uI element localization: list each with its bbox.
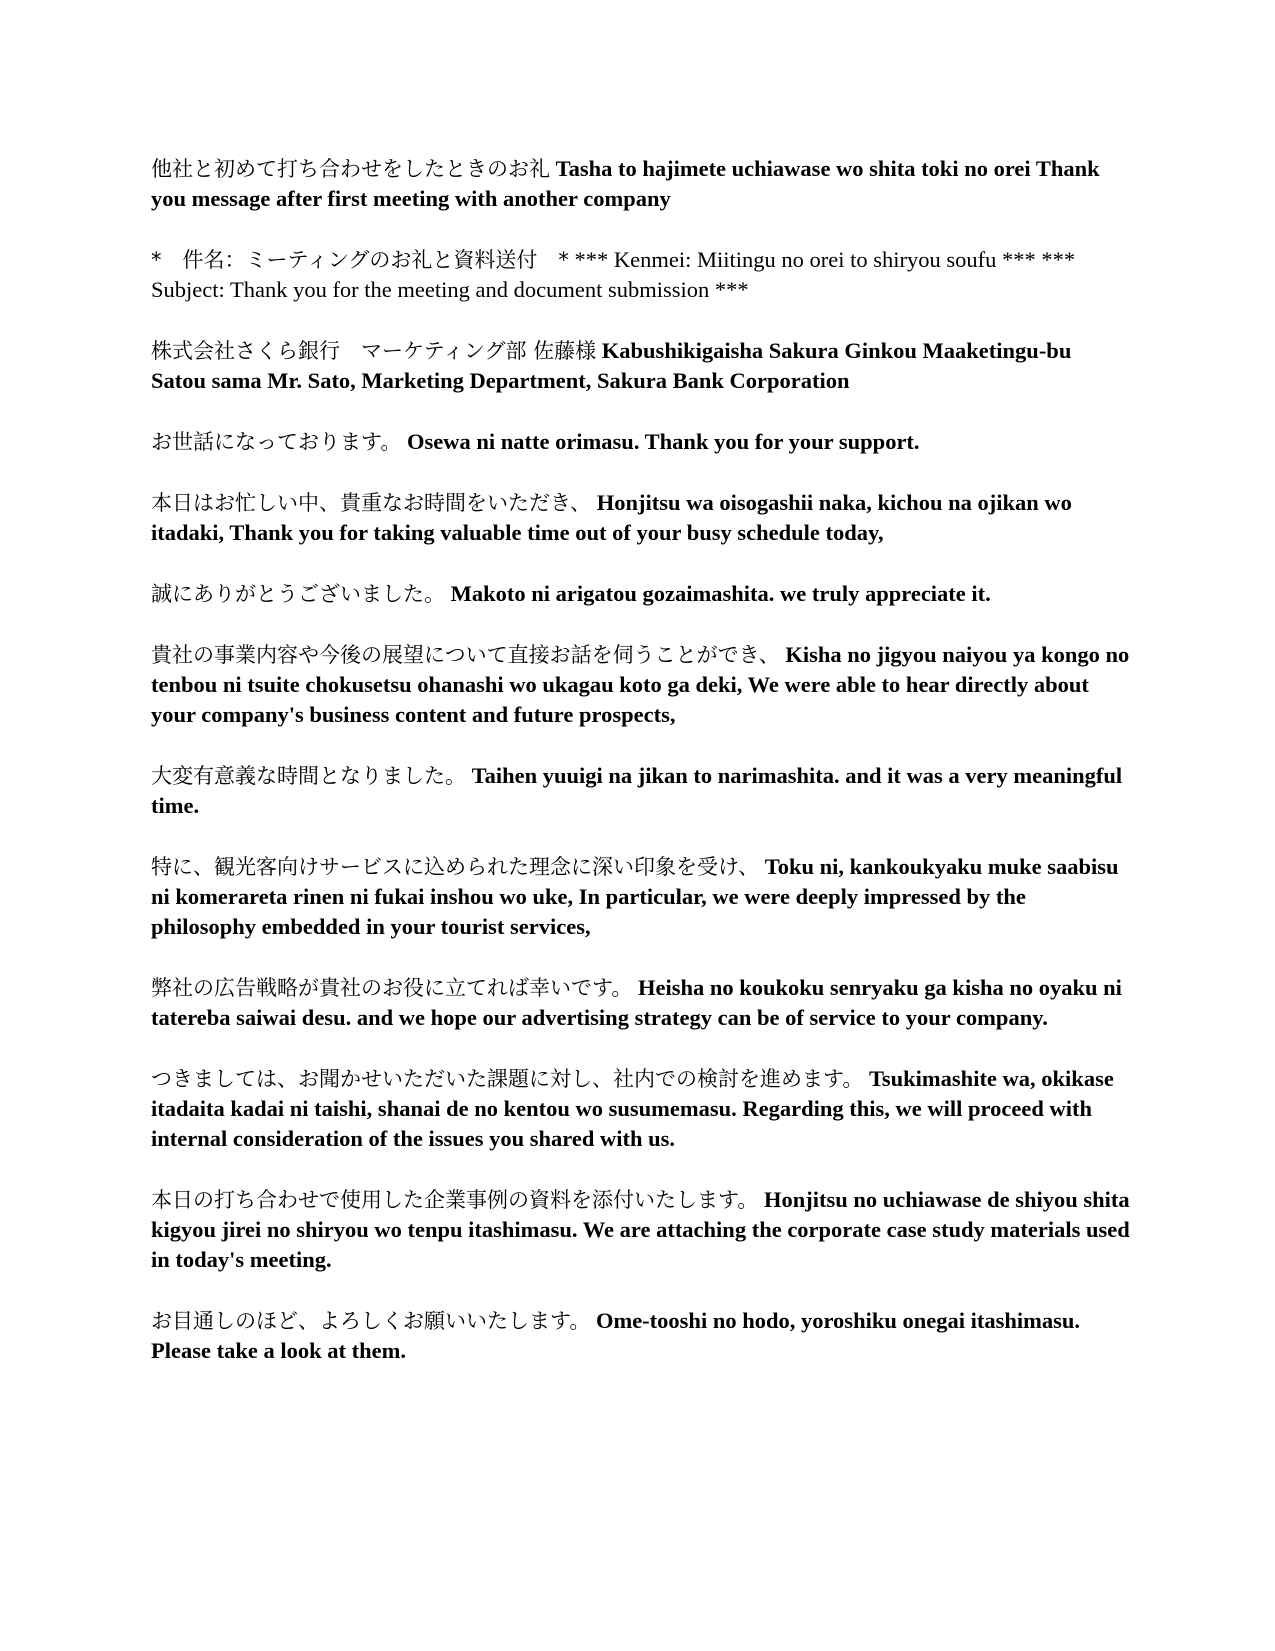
japanese-text: 大変有意義な時間となりました。 — [151, 764, 466, 788]
japanese-text: お目通しのほど、よろしくお願いいたします。 — [151, 1309, 591, 1333]
japanese-text: 本日はお忙しい中、貴重なお時間をいただき、 — [151, 491, 592, 515]
japanese-text: 貴社の事業内容や今後の展望について直接お話を伺うことができ、 — [151, 643, 780, 667]
romaji-translation-text: Osewa ni natte orimasu. Thank you for your support. — [406, 429, 920, 454]
japanese-text: 他社と初めて打ち合わせをしたときのお礼 — [151, 157, 550, 181]
japanese-text: つきましては、お聞かせいただいた課題に対し、社内での検討を進めます。 — [151, 1067, 864, 1091]
romaji-translation-text: Kisha no jigyou naiyou ya kongo no tenbou ni tsuite chokusetsu ohanashi wo ukagau koto ga deki, We were able to hear directly about your company's business content and future prospects, — [151, 642, 1130, 727]
paragraph-closing — [151, 1306, 1131, 1366]
paragraph-recipient — [151, 336, 1131, 396]
paragraph-body — [151, 761, 1131, 821]
romaji-translation-text: Honjitsu wa oisogashii naka, kichou na ojikan wo itadaki, Thank you for taking valuable time out of your busy schedule today, — [151, 490, 1072, 545]
romaji-translation-text: Kabushikigaisha Sakura Ginkou Maaketingu-bu Satou sama Mr. Sato, Marketing Department, Sakura Bank Corporation — [151, 338, 1072, 393]
romaji-translation-text: Toku ni, kankoukyaku muke saabisu ni komerareta rinen ni fukai inshou wo uke, In particular, we were deeply impressed by the philosophy embedded in your tourist services, — [151, 854, 1119, 939]
japanese-text: 株式会社さくら銀行 マーケティング部 佐藤様 — [151, 339, 597, 363]
paragraph-body — [151, 973, 1131, 1033]
paragraph-body — [151, 1064, 1131, 1154]
japanese-text: * 件名：ミーティングのお礼と資料送付 * — [151, 248, 569, 272]
paragraph-body — [151, 640, 1131, 730]
romaji-translation-text: Honjitsu no uchiawase de shiyou shita kigyou jirei no shiryou wo tenpu itashimasu. We are attaching the corporate case study materials used in today's meeting. — [151, 1187, 1130, 1272]
paragraph-body — [151, 852, 1131, 942]
romaji-translation-text: Makoto ni arigatou gozaimashita. we truly appreciate it. — [450, 581, 991, 606]
romaji-translation-text: Taihen yuuigi na jikan to narimashita. and it was a very meaningful time. — [151, 763, 1123, 818]
paragraph-subject — [151, 245, 1131, 305]
romaji-translation-text: Tasha to hajimete uchiawase wo shita toki no orei Thank you message after first meeting with another company — [151, 156, 1100, 211]
japanese-text: 特に、観光客向けサービスに込められた理念に深い印象を受け、 — [151, 855, 760, 879]
japanese-text: お世話になっております。 — [151, 430, 402, 454]
paragraph-title — [151, 154, 1131, 214]
paragraph-body — [151, 488, 1131, 548]
romaji-translation-text: Tsukimashite wa, okikase itadaita kadai ni taishi, shanai de no kentou wo susumemasu. Regarding this, we will proceed with internal consideration of the issues you shared with us. — [151, 1066, 1114, 1151]
paragraph-body — [151, 579, 1131, 609]
romaji-translation-text: *** Kenmei: Miitingu no orei to shiryou soufu *** *** Subject: Thank you for the meeting and document submission *** — [151, 247, 1076, 302]
paragraph-body — [151, 1185, 1131, 1275]
romaji-translation-text: Heisha no koukoku senryaku ga kisha no oyaku ni tatereba saiwai desu. and we hope our advertising strategy can be of service to your company. — [151, 975, 1122, 1030]
japanese-text: 本日の打ち合わせで使用した企業事例の資料を添付いたします。 — [151, 1188, 759, 1212]
japanese-text: 誠にありがとうございました。 — [151, 582, 445, 606]
japanese-text: 弊社の広告戦略が貴社のお役に立てれば幸いです。 — [151, 976, 633, 1000]
romaji-translation-text: Ome-tooshi no hodo, yoroshiku onegai itashimasu. Please take a look at them. — [151, 1308, 1081, 1363]
document-body — [151, 154, 1131, 1397]
paragraph-greeting — [151, 427, 1131, 457]
